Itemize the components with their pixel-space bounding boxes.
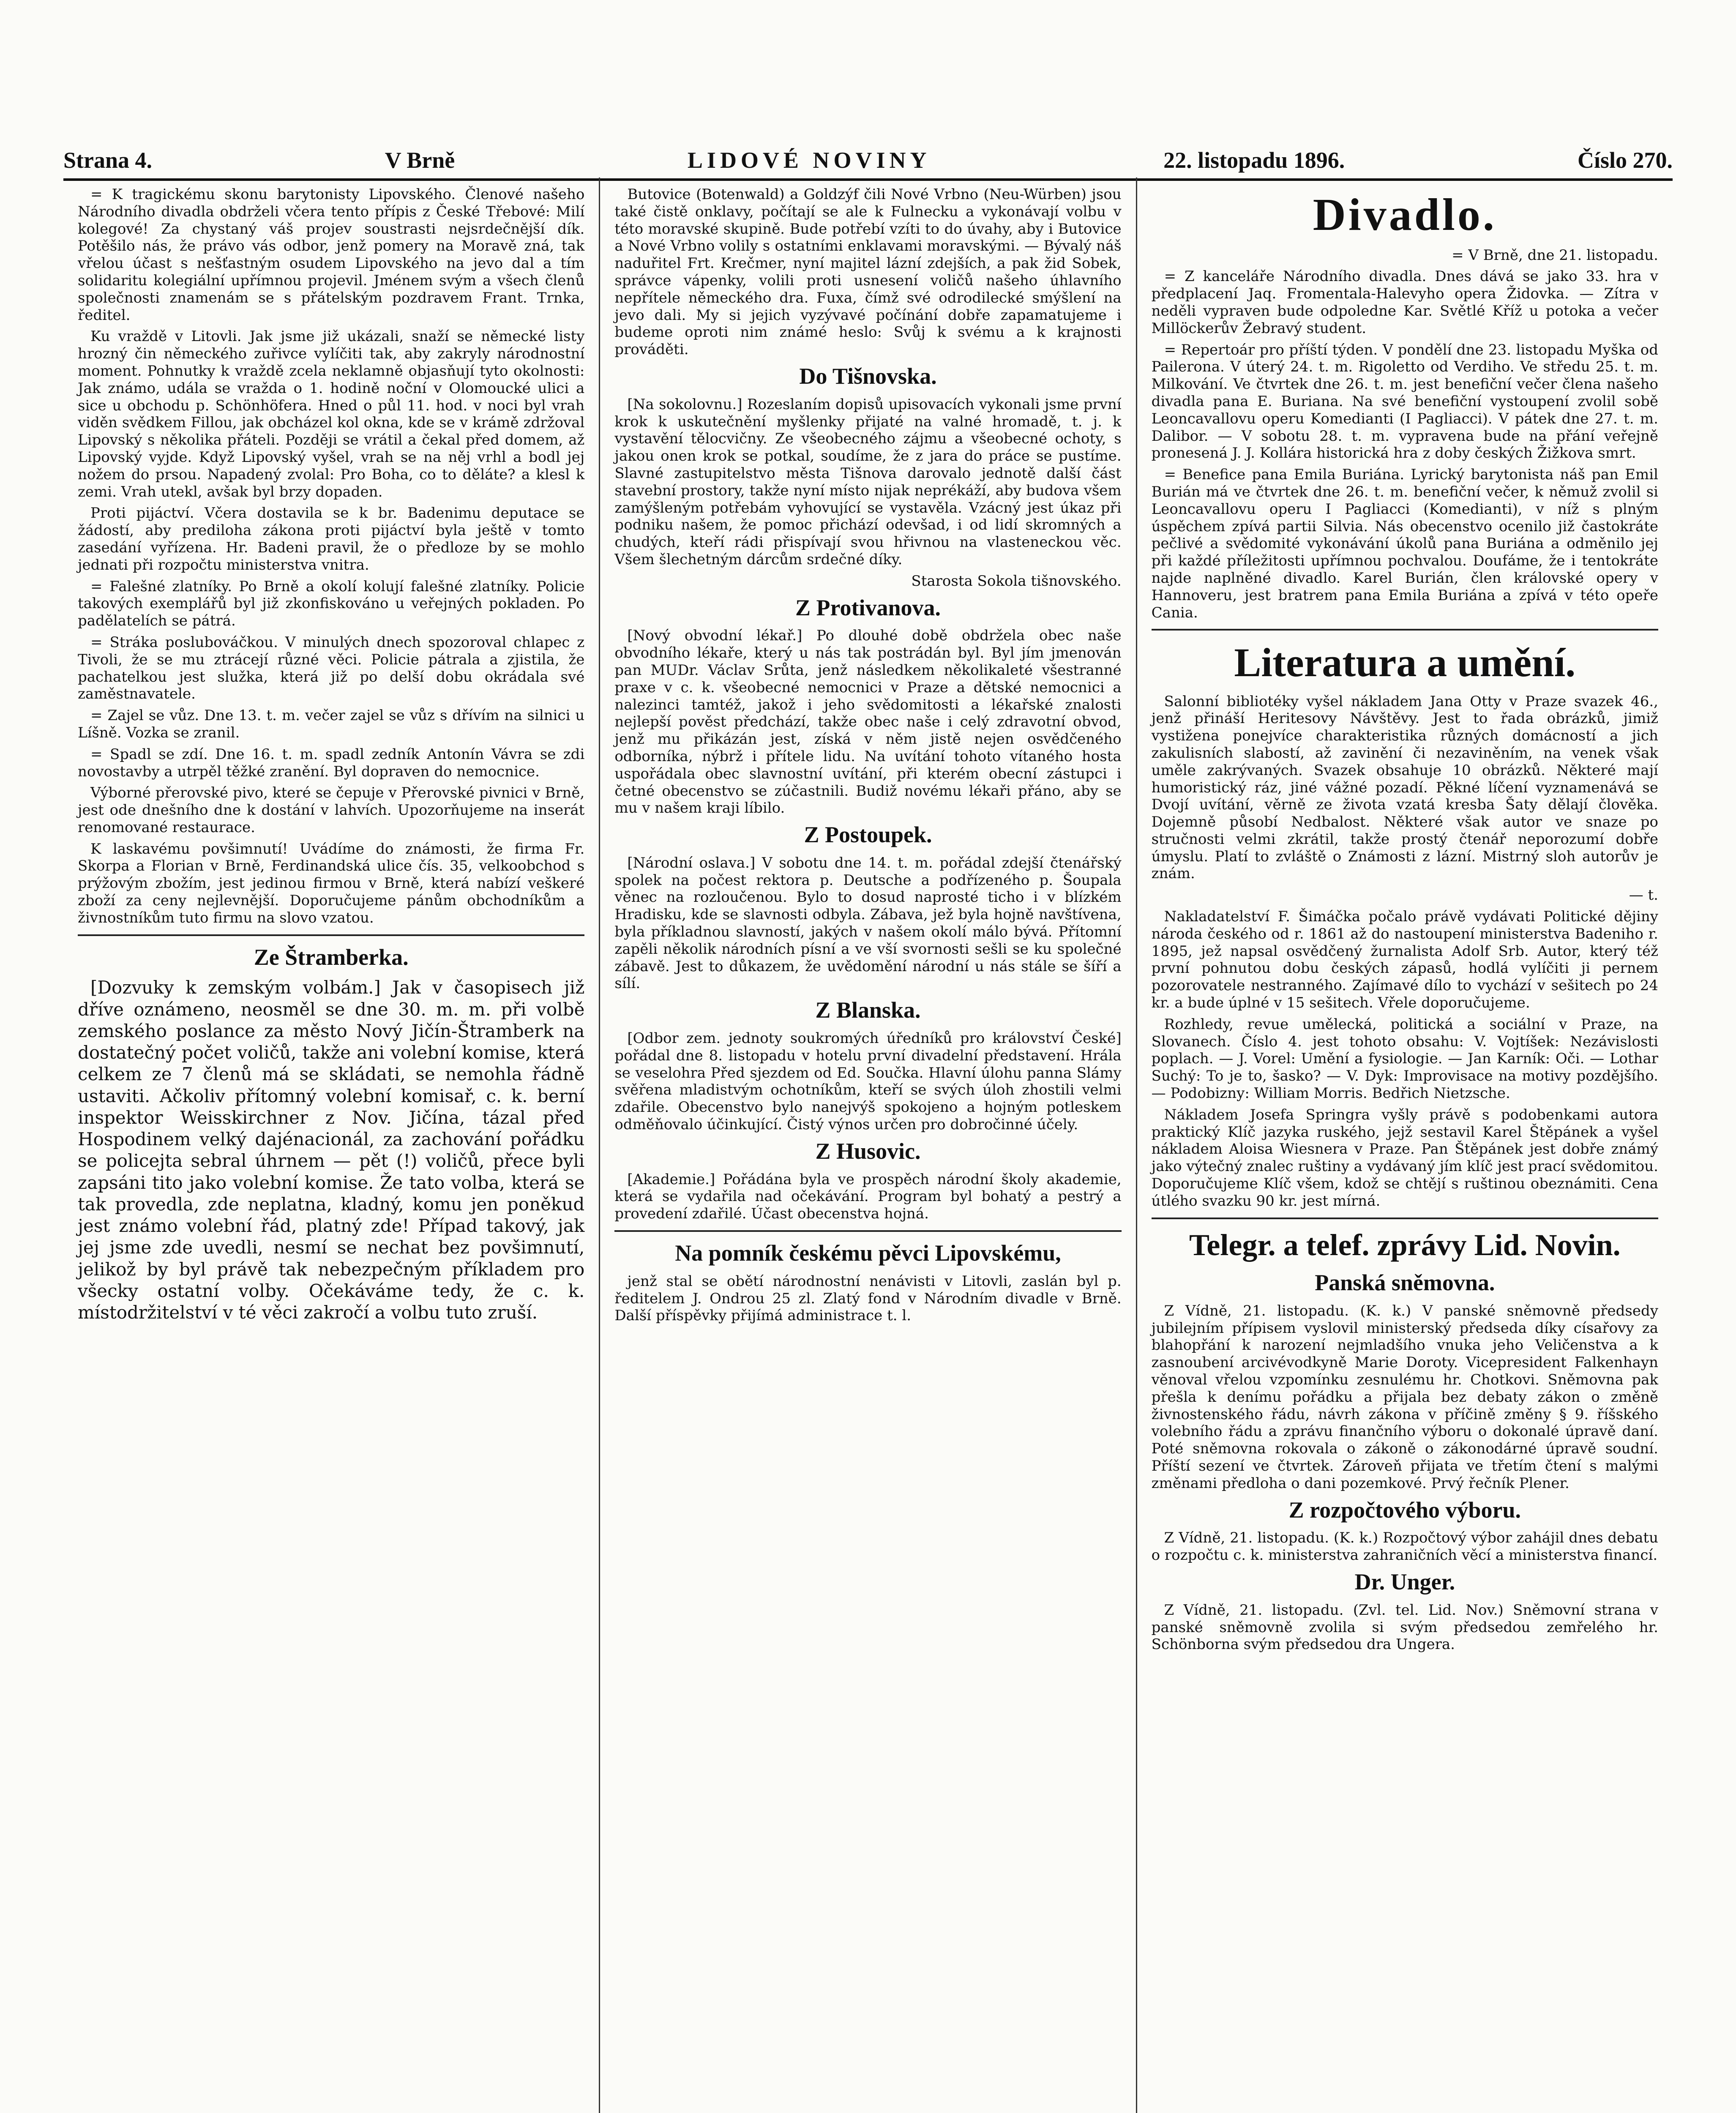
section-heading: Na pomník českému pěvci Lipovskému, (675, 1240, 1061, 1266)
issue-number: Číslo 270. (1577, 147, 1673, 173)
article-paragraph: [Odbor zem. jednoty soukromých úředníků pro království České] pořádal dne 8. listopadu v hotelu první divadelní představení. Hrála se veselohra Před sjezdem od Ed. Součka. Hlavní úlohu panna Slámy svěřena mladistvým ochotníkům, kteří se svých úloh zhostili velmi zdařile. Obecenstvo bylo nanejvýš spokojeno a hojným potleskem odměňovalo účinkující. Čistý výnos určen pro dobročinné účely. (614, 1030, 1122, 1133)
article-paragraph: jenž stal se obětí národnostní nenávisti v Litovli, zaslán byl p. ředitelem J. Ondrou 25 zl. Zlatý fond v Národním divadle v Brně. Další příspěvky přijímá administrace t. l. (614, 1272, 1122, 1324)
article-paragraph: Butovice (Botenwald) a Goldzýf čili Nové Vrbno (Neu-Würben) jsou také čistě onklavy, počítají se ale k Fulnecku a vykonávají volbu v této moravské skupině. Bude potřebí vzíti to do úvahy, aby i Butovice a Nové Vrbno volily s ostatními enklavami moravskými. — Bývalý náš naduřitel Frt. Krečmer, nyní majitel lázní zdejších, a pak žid Sobek, správce vápenky, volili proti usnesení voličů našeho úhlavního nepřítele německého dra. Fuxa, čímž své odrodilecké smýšlení na jevo dali. My si jejich vyzývavé počínání dobře zapamatujeme i budeme oproti nim známé heslo: Svůj k svému a k krajnosti prováděti. (614, 186, 1122, 358)
section-divider (614, 1230, 1121, 1232)
column-3 (1137, 177, 1673, 2113)
section-divider (78, 934, 584, 936)
dateline: = V Brně, dne 21. listopadu. (1452, 246, 1658, 264)
subsection-heading: Dr. Unger. (1354, 1569, 1455, 1594)
section-heading: Z Husovic. (815, 1138, 921, 1164)
article-paragraph: Výborné přerovské pivo, které se čepuje v Přerovské pivnici v Brně, jest ode dnešního dne k dostání v lahvích. Upozorňujeme na inserát renomované restaurace. (78, 784, 585, 836)
page-header (63, 135, 1673, 181)
article-paragraph: Proti pijáctví. Včera dostavila se k br. Badenimu deputace se žádostí, aby prediloha zákona proti pijáctví byla ještě v tomto zasedání vyřízena. Hr. Badeni pravil, že o předloze by se mohlo jednati při rozpočtu ministerstva vnitra. (78, 505, 585, 573)
article-paragraph: = Stráka poslubováčkou. V minulých dnech spozoroval chlapec z Tivoli, že se mu ztrácejí různé věci. Policie pátrala a zjistila, že pachatelkou jest služka, která již po delší dobu okrádala své zaměstnavatele. (78, 633, 585, 703)
article-paragraph: Nákladem Josefa Springra vyšly právě s podobenkami autora praktický Klíč jazyka ruského, jejž sestavil Karel Štěpánek a vyšel nákladem Aloisa Wiesnera v Praze. Pan Štěpánek jest dobře známý jako výtečný znalec ruštiny a vydávaný jím klíč jest prací svědomitou. Doporučujeme Klíč všem, kdož se chtějí s ruštinou obeznámiti. Cena útlého svazku 90 kr. jest mírná. (1151, 1106, 1658, 1209)
section-heading: Z Postoupek. (804, 822, 932, 848)
article-paragraph: Z Vídně, 21. listopadu. (Zvl. tel. Lid. Nov.) Sněmovní strana v panské sněmovně zvolila si svým předsedou zemřelého hr. Schönborna svým předsedou dra Ungera. (1151, 1601, 1658, 1653)
article-signature: Starosta Sokola tišnovského. (911, 572, 1122, 590)
article-paragraph: [Nový obvodní lékař.] Po dlouhé době obdržela obec naše obvodního lékaře, který u nás tak postrádán byl. Byl jím jmenován pan MUDr. Václav Srůta, jenž následkem několikaleté všestranné praxe v c. k. všeobecné nemocnici v Praze a dětské nemocnici a nalezinci tamtéž, jakož i jeho svědomitosti a lékařské znalosti nejlepší pověst předchází, takže obec naše i celý zdravotní obvod, jenž mu přikázán jest, získá v něm jistě nejen osvědčeného odborníka, nýbrž i přítele lidu. Na uvítání tohoto vítaného hosta uspořádala obec slavnostní uvítání, při kterém obecní zástupci i četné obecenstvo se zúčastnili. Budiž novému lékaři přáno, aby se mu v našem kraji líbilo. (614, 627, 1122, 817)
section-heading: Telegr. a telef. zprávy Lid. Novin. (1189, 1228, 1621, 1262)
section-heading: Z Blanska. (815, 997, 921, 1023)
article-paragraph: [Dozvuky k zemským volbám.] Jak v časopisech již dříve oznámeno, neosměl se dne 30. m. m. při volbě zemského poslance za město Nový Jičín-Štramberk na dostatečný počet voličů, takže ani volební komise, která celkem ze 7 členů má se skládati, se nemohla řádně ustaviti. Ačkoliv přítomný volební komisař, c. k. berní inspektor Weisskirchner z Nov. Jičína, tázal před Hospodinem velký dajénacionál, za zachování pořádku se policejta sebral úhrnem — pět (!) voličů, přece byli zapsáni tito jako volební komise. Že tato volba, která se tak provedla, zde neplatna, kladný, komu jen poněkud jest známo volební řád, platný zde! Případ takový, jak jej jsme zde uvedli, nesmí se nechat bez povšimnutí, jelikož by byl právě tak nebezpečným příkladem pro všecky ostatní volby. Očekáváme tedy, že c. k. místodržitelství v té věci zakročí a volbu tuto zruší. (78, 977, 585, 1323)
article-paragraph: K laskavému povšimnutí! Uvádíme do známosti, že firma Fr. Skorpa a Florian v Brně, Ferdinandská ulice čís. 35, velkoobchod s prýžovým zbožím, jest jedinou firmou v Brně, která nabízí veškeré zboží za ceny nejlevnější. Doporučujeme pánům obchodníkům a živnostníkům tuto firmu na slovo vzatou. (78, 840, 585, 926)
newspaper-title: LIDOVÉ NOVINY (687, 147, 931, 173)
article-paragraph: = Benefice pana Emila Buriána. Lyrický barytonista náš pan Emil Burián má ve čtvrtek dne 26. t. m. benefiční večer, k němuž zvolil si Leoncavallovu operu I Pagliacci (Komedianti), v níž s plným úspěchem zpívá partii Silvia. Nás obecenstvo ocenilo již častokráte pečlivé a svědomité vykonávání úkolů pana Buriána a odměnilo jej při každé příležitosti upřímnou pochvalou. Doufáme, že i tentokráte najde naplněné divadlo. Karel Burián, člen královské opery v Hannoveru, jest bratrem pana Emila Buriána a zpívá v této opeře Cania. (1151, 466, 1658, 621)
article-paragraph: Z Vídně, 21. listopadu. (K. k.) Rozpočtový výbor zahájil dnes debatu o rozpočtu c. k. ministerstva zahraničních věcí a ministerstva financí. (1151, 1529, 1658, 1564)
article-paragraph: = Spadl se zdí. Dne 16. t. m. spadl zedník Antonín Vávra se zdi novostavby a utrpěl těžké zranění. Byl dopraven do nemocnice. (78, 745, 585, 780)
section-heading: Do Tišnovska. (799, 363, 937, 389)
column-1 (63, 177, 600, 2113)
article-paragraph: Salonní bibliotéky vyšel nákladem Jana Otty v Praze svazek 46., jenž přináší Heritesovy Návštěvy. Jest to řada obrázků, jimiž vystižena ponejvíce charakteristika různých domácností a jich zakulisních slabostí, až zavinění či nezaviněním, na venek však uměle zakrývaných. Svazek obsahuje 10 obrázků. Některé mají humoristický ráz, jiné vážné pozadí. Pěkné líčení vyznamenává se Dvojí uvítání, věrně ze života vzatá kresba Šaty dělají člověka. Dojemně působí Nedbalost. Některé však autor ve snaze po stručnosti velmi zkrátil, takže prostý čtenář neporozumí dobře úmyslu. Platí to zvláště o Známosti z lázní. Mistrný sloh autorův je znám. (1151, 693, 1658, 882)
article-paragraph: Rozhledy, revue umělecká, politická a sociální v Praze, na Slovanech. Číslo 4. jest tohoto obsahu: V. Vojtíšek: Nezávislosti poplach. — J. Vorel: Umění a fysiologie. — Jan Karník: Oči. — Lothar Suchý: To je to, šasko? — V. Dyk: Improvisace na motivy pozdějšího. — Podobizny: William Morris. Bedřich Nietzsche. (1151, 1016, 1658, 1102)
subsection-heading: Z rozpočtového výboru. (1288, 1497, 1521, 1523)
column-2 (600, 177, 1137, 2113)
article-paragraph: [Akademie.] Pořádána byla ve prospěch národní školy akademie, která se vydařila nad očekávání. Program byl bohatý a pestrý a provedení zdařilé. Účast obecenstva hojná. (614, 1171, 1122, 1223)
issue-date: 22. listopadu 1896. (1163, 147, 1345, 173)
article-paragraph: Z Vídně, 21. listopadu. (K. k.) V panské sněmovně předsedy jubilejním přípisem vyslovil ministerský předseda díky císařovy za blahopřání k narození nejmladšího vnuka jeho Veličenstva a k zasnoubení arcivévodkyně Marie Doroty. Vicepresident Falkenhayn věnoval vřelou vzpomínku zesnulému hr. Chotkovi. Sněmovna pak přešla k denímu pořádku a přijala bez debaty zákon o změně živnostenského řádu, návrh zákona v příčině změny § 9. říšského volebního řádu a zprávu finančního výboru o dokonalé úpravě daní. Poté sněmovna rokovala o zákoně o zákonodárné úpravě soudní. Příští sezení ve čtvrtek. Zároveň přijata ve třetím čtení s malými změnami předloha o dani pozemkové. Prvý řečník Plener. (1151, 1302, 1658, 1492)
article-paragraph: Nakladatelství F. Šimáčka počalo právě vydávati Politické dějiny národa českého od r. 1861 až do nastoupení ministerstva Badeniho r. 1895, jež napsal osvědčený žurnalista Adolf Srb. Autor, který též první pohnutou dobu českých zápasů, hodlá vylíčiti ji pernem pozorovatele nestranného. Zajímavé dílo to vychází v sešitech po 24 kr. a bude úplné v 15 sešitech. Vřele doporučujeme. (1151, 908, 1658, 1012)
article-signature: — t. (1629, 887, 1658, 904)
article-paragraph: Ku vraždě v Litovli. Jak jsme již ukázali, snaží se německé listy hrozný čin německého zuřivce vylíčiti tak, aby zakryly národnostní moment. Pohnutky k vraždě zcela neklamně objasňují tyto okolnosti: Jak známo, udála se vražda o 1. hodině noční v Olomoucké ulici a sice u obchodu p. Schönhöfera. Hned o půl 11. hod. v noci byl vrah viděn svědkem Fillou, jak obcházel kol okna, kde se v krámě zdržoval Lipovský s několika přáteli. Později se vrátil a čekal před domem, až Lipovský vyjde. Když Lipovský vyšel, vrah se na něj vrhl a bodl jej nožem do prsou. Napadený zvolal: Pro Boha, co to děláte? a klesl k zemi. Vrah utekl, avšak byl brzy dopaden. (78, 328, 585, 500)
section-heading: Divadlo. (1313, 190, 1497, 240)
section-heading: Z Protivanova. (795, 595, 941, 620)
article-paragraph: = Z kanceláře Národního divadla. Dnes dává se jako 33. hra v předplacení Jaq. Fromentala-Halevyho opera Židovka. — Zítra v neděli vypraven bude odpoledne Kar. Světlé Kříž u potoka a večer Millöckerův Žebravý student. (1151, 268, 1658, 337)
section-divider (1152, 629, 1658, 631)
subsection-heading: Panská sněmovna. (1315, 1270, 1495, 1296)
city-label: V Brně (385, 147, 455, 173)
section-heading: Ze Štramberka. (254, 944, 409, 970)
section-heading: Literatura a umění. (1234, 640, 1576, 685)
article-paragraph: = K tragickému skonu barytonisty Lipovského. Členové našeho Národního divadla obdrželi včera tento přípis z České Třebové: Milí kolegové! Za chystaný váš projev soustrasti nejsrdečnější dík. Potěšilo nás, že právo vás odbor, jenž pomery na Moravě zná, tak vřelou účast s nešťastným osudem Lipovského na jevo dal a tím solidaritu kolegiální upřímnou projevil. Jménem svým a všech členů společnosti znamenám se s přátelským pozdravem Frant. Trnka, ředitel. (78, 186, 585, 324)
section-divider (1152, 1218, 1658, 1219)
article-paragraph: = Falešné zlatníky. Po Brně a okolí kolují falešné zlatníky. Policie takových exemplářů byl již zkonfiskováno u veřejných pokladen. Po padělatelích se pátrá. (78, 578, 585, 630)
article-columns (63, 177, 1673, 2113)
article-paragraph: [Na sokolovnu.] Rozeslaním dopisů upisovacích vykonali jsme první krok k uskutečnění myšlenky přijaté na valné hromadě, t. j. k vystavění tělocvičny. Ze všeobecného zájmu a všeobecné ochoty, s jakou onen krok se potkal, soudíme, že z jara do práce se pustíme. Slavné zastupitelstvo města Tišnova darovalo jednotě další část stavební prostory, takže nyní místo nijak neprékáží, aby budova všem zamýšleným potřebám vyhovující se vystavěla. Vzácný jest úkaz při podniku našem, že pomoc přichází odevšad, i od lidí skromných a chudých, kteří rádi přispívají svou hřivnou na vlasteneckou věc. Všem šlechetným dárcům srdečné díky. (614, 396, 1122, 568)
page-number: Strana 4. (63, 147, 153, 173)
article-paragraph: = Repertoár pro příští týden. V pondělí dne 23. listopadu Myška od Pailerona. V úterý 24. t. m. Rigoletto od Verdiho. Ve středu 25. t. m. Milkování. Ve čtvrtek dne 26. t. m. jest benefiční večer člena našeho divadla pana E. Buriana. Na své benefiční vystoupení zvolil sobě Leoncavallovu operu Komedianti (I Pagliacci). V pátek dne 27. t. m. Dalibor. — V sobotu 28. t. m. vypravena bude na přání veřejně pronesená J. J. Kollára historická hra z doby českých Žižkova smrt. (1151, 341, 1658, 462)
article-paragraph: = Zajel se vůz. Dne 13. t. m. večer zajel se vůz s dřívím na silnici u Líšně. Vozka se zranil. (78, 707, 585, 741)
article-paragraph: [Národní oslava.] V sobotu dne 14. t. m. pořádal zdejší čtenářský spolek na počest rektora p. Deutsche a podřízeného p. Šoupala věnec na rozloučenou. Bylo to dosud naprosté ticho i v blízkém Hradisku, kde se slavnosti odbyla. Zábava, jež byla hojně navštívena, byla příkladnou slavností, jakých v našem okolí málo bývá. Přítomní zapěli několik národních písní a ve vší svornosti sešli se ku společné zábavě. Jest to důkazem, že uvědomění národní u nás stále se šíří a sílí. (614, 854, 1122, 992)
